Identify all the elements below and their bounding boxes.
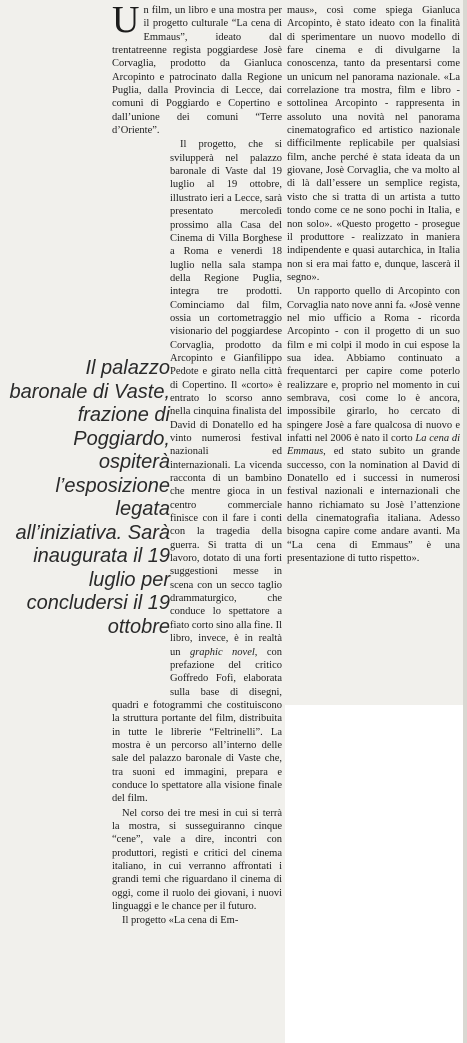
article-paragraph-3: Nel corso dei tre mesi in cui si terrà la mostra, si susseguiranno cinque “cene”, vale a dire, incontri con produttori, registi e critici del cinema italiano, in cui verranno affrontati i grandi temi che riguardano il cinema di oggi, come il ruolo dei giovani, i nuovi linguaggi e le chance per il futuro. <box>112 807 282 913</box>
article-column-2 <box>287 4 460 704</box>
drop-cap: U <box>112 4 140 41</box>
blank-area <box>285 705 467 1043</box>
emphasis-text: graphic novel <box>189 646 255 658</box>
emphasis-title: La cena di Emmaus <box>287 433 460 458</box>
scan-edge <box>463 0 467 1043</box>
article-paragraph-2: Il progetto, che si svilupperà nel palazzo baronale di Vaste dal 19 luglio al 19 ottobre, illustrato ieri a Lecce, sarà presentato mercoledì prossimo alla Casa del Cinema di Villa Borghese a Roma e venerdì 18 luglio nella sala stampa della Regione Puglia, integra tre prodotti. Cominciamo dal film, ossia un cortometraggio visionario del poggiardese Corvaglia, prodotto da Arcopinto e Gianfilippo Pedote e girato nella città di Copertino. Il «corto» è entrato lo scorso anno nella cinquina finalista del David di Donatello ed ha vinto numerosi festival nazionali ed internazionali. La vicenda racconta di un bambino che mentre gioca in un centro commerciale finisce con il fare i conti con la tragedia della guerra. Si tratta di un lavoro, dotato di una forti suggestioni messe in scena con un secco taglio drammaturgico, che conduce lo spettatore a fiato corto sino alla fine. Il libro, invece, è in realtà un graphic novel, con prefazione del critico Goffredo Fofi, elaborata sulla base di disegni, quadri e fotogrammi che costituiscono la struttura portante del film, distribuita in tutte le librerie “Feltrinelli”. La mostra è un percorso all’interno delle sale del palazzo baronale di Vaste che, tra suoni ed immagini, prepara e conduce lo spettatore alla visione finale del film. <box>112 139 282 805</box>
article-paragraph-6: Un rapporto quello di Arcopinto con Corvaglia nato nove anni fa. «Josè venne nel mio ufficio a Roma - ricorda Arcopinto - con il progetto di un suo film e mi colpì il modo in cui espose la sua idea. Abbiamo continuato a frequentarci per capire come poterlo realizzare e, proprio nel momento in cui sembrava, così come lo è ancora, impossibile girarlo, ho cercato di spingere Josè a fare qualcosa di nuovo e infatti nel 2006 è nato il corto La cena di Emmaus, ed stato subito un grande successo, con la nomination al David di Donatello ed i successi in numerosi festival nazionali e internazionali che hanno richiamato su Josè l’attenzione della cinematografia italiana. Adesso bisogna capire come andare avanti. Ma “La cena di Emmaus” è una presentazione di tutto rispetto». <box>287 286 460 565</box>
article-paragraph-4: Il progetto «La cena di Em- <box>122 915 239 927</box>
article-paragraph-5: maus», così come spiega Gianluca Arcopinto, è stato ideato con la finalità di sperimentare un nuovo modello di fare cinema e di divulgarne la conoscenza, tanto da presentarsi come un unicum nel panorama nazionale. «La correlazione tra mostra, film e libro - sottolinea Arcopinto - rappresenta in assoluto una novità nel panorama cinematografico ed artistico nazionale difficilmente replicabile per qualsiasi film, anche perché è stata ideata da un giovane, Josè Corvaglia, che va molto al di là dall’essere un semplice regista, visto che si tratta di un artista a tutto tondo come ce ne sono pochi in Italia, e non solo». «Questo progetto - prosegue il produttore - realizzato in maniera indipendente e quasi autarchica, in Italia non si era mai fatto e, dunque, lascerà il segno». <box>287 5 460 283</box>
pull-quote: Il palazzo baronale di Vaste, frazione di Poggiardo, ospiterà l’esposizione legata all’iniziativa. Sarà inaugurata il 19 luglio per concludersi il 19 ottobre <box>9 357 170 638</box>
article-paragraph-1: Un film, un libro e una mostra per il progetto culturale “La cena di Emmaus”, ideato dal trentatreenne regista poggiardese Josè Corvaglia, prodotto da Gianluca Arcopinto e patrocinato dalla Regione Puglia, dalla Provincia di Lecce, dai comuni di Poggiardo e Copertino e dall’unione dei comuni “Terre d’Oriente”. <box>112 4 282 137</box>
